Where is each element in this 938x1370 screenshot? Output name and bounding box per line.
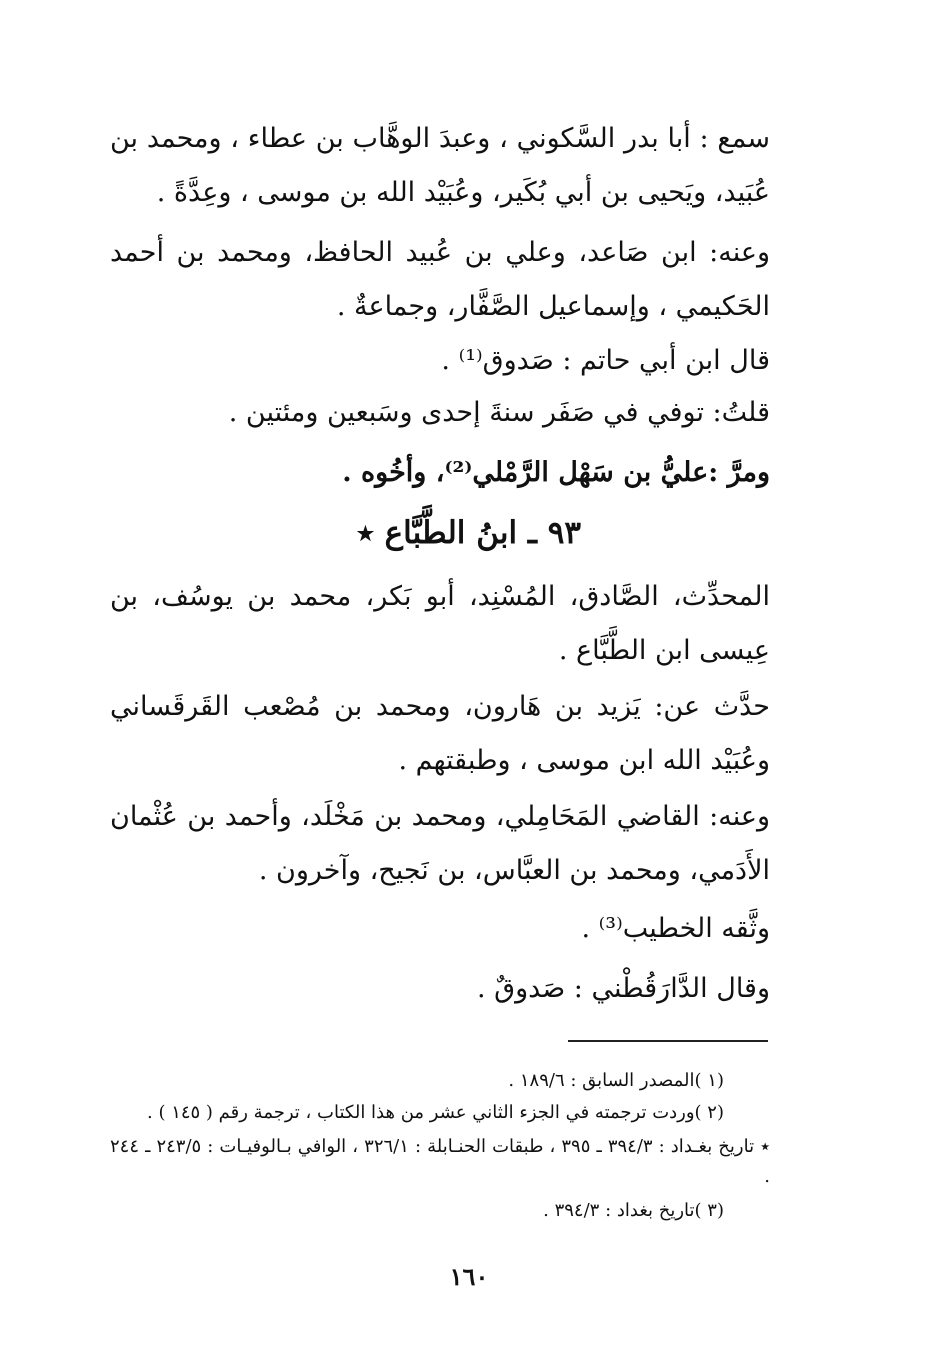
page-number: ١٦٠ — [449, 1262, 489, 1291]
footnote-2: (٢ )وردت ترجمته في الجزء الثاني عشر من هذا الكتاب ، ترجمة رقم ( ١٤٥ ) . — [147, 1102, 724, 1123]
line-death-note: قلتُ: توفي في صَفَر سنةَ إحدى وسَبعين ومئتين . — [228, 397, 770, 428]
footnote-divider — [568, 1040, 768, 1042]
paragraph-narrated-from: حدَّث عن: يَزيد بن هَارون، ومحمد بن مُصْعب القَرقَساني وعُبَيْد الله ابن موسى ، وطبقتهم . — [110, 691, 770, 776]
footnote-1: (١ )المصدر السابق : ١٨٩/٦ . — [508, 1070, 724, 1091]
paragraph-heard-from: سمع : أبا بدر السَّكوني ، وعبدَ الوهَّاب بن عطاء ، ومحمد بن عُبَيد، ويَحيى بن أبي بُكَير، وعُبَيْد الله بن موسى ، وعِدَّةً . — [110, 123, 770, 208]
line-cross-reference: ومرَّ :عليُّ بن سَهْل الرَّمْلي⁽²⁾، وأخُوه . — [342, 457, 770, 488]
paragraph-students: وعنه: القاضي المَحَامِلي، ومحمد بن مَخْلَد، وأحمد بن عُثْمان الأَدَمي، ومحمد بن العبَّاس، بن نَجيح، وآخرون . — [110, 801, 770, 886]
footnote-3: (٣ )تاريخ بغداد : ٣٩٤/٣ . — [543, 1200, 724, 1221]
footnote-star: ٭ تاريخ بغـداد : ٣٩٤/٣ ـ ٣٩٥ ، طبقات الحنـابلة : ٣٢٦/١ ، الوافي بـالوفيـات : ٢٤٣/٥ ـ ٢٤٤ . — [110, 1136, 771, 1187]
paragraph-lineage: المحدِّث، الصَّادق، المُسْنِد، أبو بَكر، محمد بن يوسُف، بن عِيسى ابن الطَّبَّاع . — [110, 581, 770, 666]
paragraph-narrated-by: وعنه: ابن صَاعد، وعلي بن عُبيد الحافظ، ومحمد بن أحمد الحَكيمي ، وإسماعيل الصَّفَّار، وجماعةٌ . — [110, 237, 770, 322]
line-authentication: وثَّقه الخطيب⁽³⁾ . — [581, 913, 770, 944]
line-daraqutni: وقال الدَّارَقُطْني : صَدوقٌ . — [476, 973, 770, 1004]
line-ibn-abi-hatim: قال ابن أبي حاتم : صَدوق⁽¹⁾ . — [441, 345, 770, 376]
biography-heading: ٩٣ ـ ابنُ الطَّبَّاع ٭ — [356, 515, 582, 551]
